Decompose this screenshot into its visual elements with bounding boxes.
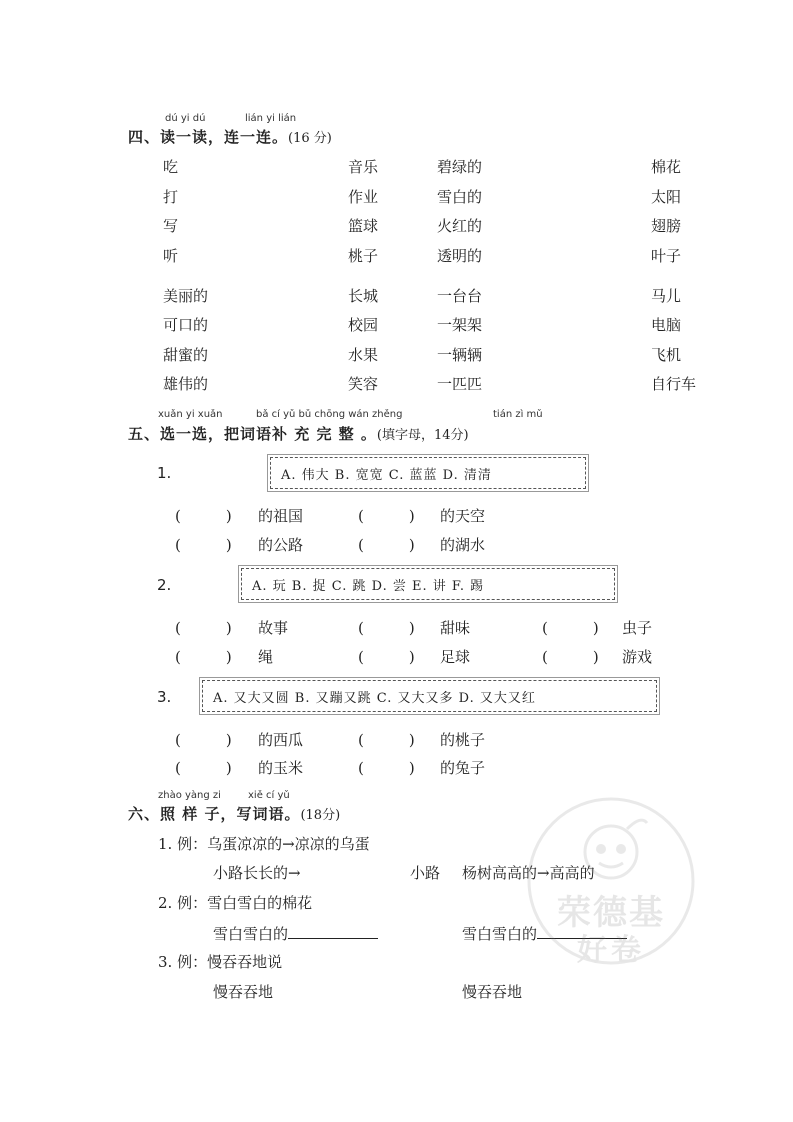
answer-paren[interactable]: ( ) [175, 536, 232, 554]
sec5-q2-options: A. 玩 B. 捉 C. 跳 D. 尝 E. 讲 F. 踢 [252, 578, 485, 594]
word: 作业 [348, 188, 379, 206]
answer-paren[interactable]: ( ) [175, 507, 232, 525]
item-text: 足球 [440, 648, 471, 666]
word: 飞机 [651, 346, 682, 364]
item-text: 的玉米 [258, 759, 304, 777]
sec5-pinyin-3: tián zì mǔ [493, 409, 543, 420]
word: 打 [163, 188, 179, 206]
word: 听 [163, 247, 179, 265]
answer-paren[interactable]: ( ) [358, 759, 415, 777]
word: 音乐 [348, 158, 379, 176]
word: 雪白的 [437, 188, 483, 206]
word: 太阳 [651, 188, 682, 206]
word: 美丽的 [163, 287, 209, 305]
item-text: 虫子 [622, 619, 653, 637]
sec6-pinyin-1: zhào yàng zi [158, 790, 221, 801]
sec5-q3-options-box [202, 680, 657, 712]
sec6-q2-prefix-b: 雪白雪白的 [462, 925, 538, 943]
word: 电脑 [651, 316, 682, 334]
word: 叶子 [651, 247, 682, 265]
answer-paren[interactable]: ( ) [175, 619, 232, 637]
item-text: 的兔子 [440, 759, 486, 777]
sec6-pinyin-2: xiě cí yǔ [248, 790, 290, 801]
answer-paren[interactable]: ( ) [175, 648, 232, 666]
item-text: 的湖水 [440, 536, 486, 554]
word: 马儿 [651, 287, 682, 305]
word: 棉花 [651, 158, 682, 176]
item-text: 的祖国 [258, 507, 304, 525]
word: 一架架 [437, 316, 483, 334]
sec5-pinyin-2: bǎ cí yǔ bǔ chōng wán zhěng [256, 409, 403, 420]
word: 翅膀 [651, 217, 682, 235]
sec6-q1-line-b: 小路 [410, 864, 441, 882]
sec6-q1-example: 1. 例：乌蛋凉凉的→凉凉的乌蛋 [158, 835, 370, 853]
word: 一台台 [437, 287, 483, 305]
sec6-q2-line-a [213, 922, 378, 944]
sec5-q1-options-box [270, 457, 586, 489]
answer-paren[interactable]: ( ) [175, 731, 232, 749]
sec4-title: 四、读一读，连一连。 [128, 128, 289, 146]
item-text: 的天空 [440, 507, 486, 525]
item-text: 绳 [258, 648, 274, 666]
sec5-heading [128, 423, 469, 444]
word: 一匹匹 [437, 375, 483, 393]
word: 碧绿的 [437, 158, 483, 176]
sec5-q3-number: 3. [157, 688, 172, 706]
item-text: 游戏 [622, 648, 653, 666]
watermark-line2: 好卷 [577, 933, 645, 968]
answer-blank[interactable] [288, 922, 378, 939]
sec6-title: 六、照 样 子，写词语。 [128, 805, 301, 823]
word: 一辆辆 [437, 346, 483, 364]
word: 写 [163, 217, 179, 235]
sec6-points: (18分) [300, 808, 341, 823]
sec6-q1-line-a: 小路长长的→ [213, 864, 301, 882]
answer-paren[interactable]: ( ) [358, 648, 415, 666]
sec6-q3-line-a: 慢吞吞地 [213, 983, 274, 1001]
item-text: 的西瓜 [258, 731, 304, 749]
answer-paren[interactable]: ( ) [358, 731, 415, 749]
sec5-q1-options: A. 伟大 B. 宽宽 C. 蓝蓝 D. 清清 [281, 467, 492, 483]
item-text: 故事 [258, 619, 289, 637]
sec4-pinyin-2: lián yi lián [245, 113, 297, 124]
item-text: 的公路 [258, 536, 304, 554]
answer-paren[interactable]: ( ) [175, 759, 232, 777]
word: 桃子 [348, 247, 379, 265]
word: 可口的 [163, 316, 209, 334]
sec6-q3-line-b: 慢吞吞地 [462, 983, 523, 1001]
sec6-q1-line-c: 杨树高高的→高高的 [462, 864, 595, 882]
sec5-title: 五、选一选，把词语补 充 完 整 。 [128, 425, 377, 443]
word: 长城 [348, 287, 379, 305]
sec5-q2-number: 2. [157, 576, 172, 594]
sec6-q3-example: 3. 例：慢吞吞地说 [158, 953, 283, 971]
word: 甜蜜的 [163, 346, 209, 364]
sec6-q2-prefix-a: 雪白雪白的 [213, 925, 289, 943]
word: 自行车 [651, 375, 697, 393]
sec5-q3-options: A. 又大又圆 B. 又蹦又跳 C. 又大又多 D. 又大又红 [213, 690, 536, 706]
answer-paren[interactable]: ( ) [358, 507, 415, 525]
sec5-pinyin-1: xuǎn yi xuǎn [158, 409, 223, 420]
sec6-heading [128, 803, 340, 824]
sec4-points: (16 分) [288, 131, 332, 146]
sec5-points: (填字母，14分) [376, 428, 469, 443]
item-text: 甜味 [440, 619, 471, 637]
word: 雄伟的 [163, 375, 209, 393]
answer-paren[interactable]: ( ) [358, 619, 415, 637]
answer-paren[interactable]: ( ) [542, 619, 599, 637]
word: 火红的 [437, 217, 483, 235]
watermark-line1: 荣德基 [557, 893, 665, 933]
sec5-q2-options-box [241, 568, 615, 600]
sec4-heading [128, 126, 332, 147]
item-text: 的桃子 [440, 731, 486, 749]
answer-paren[interactable]: ( ) [358, 536, 415, 554]
sec5-q1-number: 1. [157, 464, 172, 482]
watermark-logo [527, 797, 695, 968]
answer-paren[interactable]: ( ) [542, 648, 599, 666]
word: 篮球 [348, 217, 379, 235]
sec4-pinyin-1: dú yi dú [165, 113, 206, 124]
word: 透明的 [437, 247, 483, 265]
word: 吃 [163, 158, 179, 176]
word: 校园 [348, 316, 379, 334]
sec6-q2-example: 2. 例：雪白雪白的棉花 [158, 894, 313, 912]
word: 水果 [348, 346, 379, 364]
word: 笑容 [348, 375, 379, 393]
